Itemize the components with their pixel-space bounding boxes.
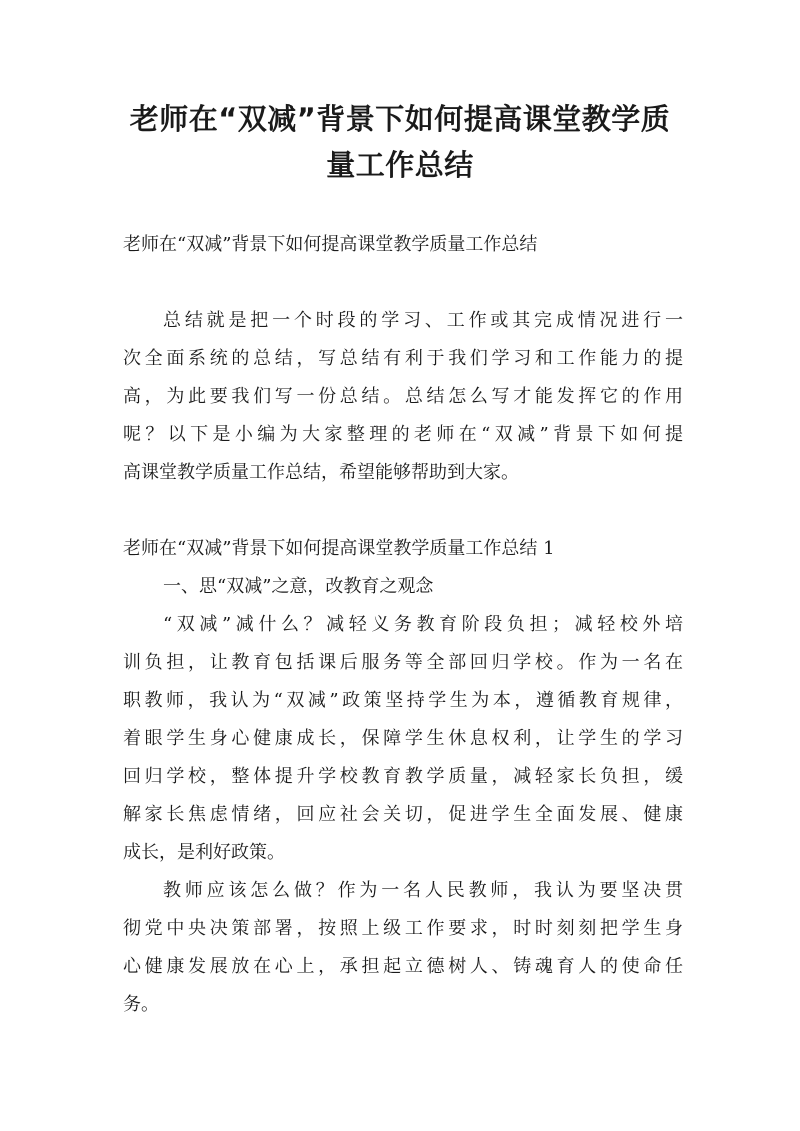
paragraph-line: 职教师，我认为“双减”政策坚持学生为本，遵循教育规律， xyxy=(123,690,683,711)
paragraph-2 xyxy=(123,872,683,1024)
subtitle: 老师在“双减”背景下如何提高课堂教学质量工作总结 xyxy=(123,234,538,255)
intro-line: 高课堂教学质量工作总结，希望能够帮助到大家。 xyxy=(123,462,519,483)
spacer xyxy=(123,264,683,302)
paragraph-line: 成长，是利好政策。 xyxy=(123,842,285,863)
paragraph-line: 着眼学生身心健康成长，保障学生休息权利，让学生的学习 xyxy=(123,728,683,749)
paragraph-line: 彻党中央决策部署，按照上级工作要求，时时刻刻把学生身 xyxy=(123,918,683,939)
intro-paragraph xyxy=(123,302,683,492)
paragraph-line: 训负担，让教育包括课后服务等全部回归学校。作为一名在 xyxy=(123,652,683,673)
document-title xyxy=(100,96,700,188)
spacer xyxy=(123,492,683,530)
paragraph-line: 解家长焦虑情绪，回应社会关切，促进学生全面发展、健康 xyxy=(123,804,683,825)
document-body xyxy=(123,226,683,1024)
intro-line: 高，为此要我们写一份总结。总结怎么写才能发挥它的作用 xyxy=(123,386,683,407)
paragraph-line: 务。 xyxy=(123,994,159,1015)
paragraph-line: 教师应该怎么做？作为一名人民教师，我认为要坚决贯 xyxy=(163,880,683,901)
paragraph-line: “双减”减什么？减轻义务教育阶段负担；减轻校外培 xyxy=(163,614,683,635)
section-heading: 一、思“双减”之意，改教育之观念 xyxy=(163,576,434,597)
paragraph-line: 心健康发展放在心上，承担起立德树人、铸魂育人的使命任 xyxy=(123,956,683,977)
paragraph-line: 回归学校，整体提升学校教育教学质量，减轻家长负担，缓 xyxy=(123,766,683,787)
title-line: 老师在“双减”背景下如何提高课堂教学质 xyxy=(129,102,671,136)
intro-line: 次全面系统的总结，写总结有利于我们学习和工作能力的提 xyxy=(123,348,683,369)
title-line: 量工作总结 xyxy=(326,148,474,182)
intro-line: 呢？以下是小编为大家整理的老师在“双减”背景下如何提 xyxy=(123,424,683,445)
paragraph-1 xyxy=(123,606,683,872)
section-title: 老师在“双减”背景下如何提高课堂教学质量工作总结 1 xyxy=(123,538,555,559)
intro-line: 总结就是把一个时段的学习、工作或其完成情况进行一 xyxy=(163,310,683,331)
